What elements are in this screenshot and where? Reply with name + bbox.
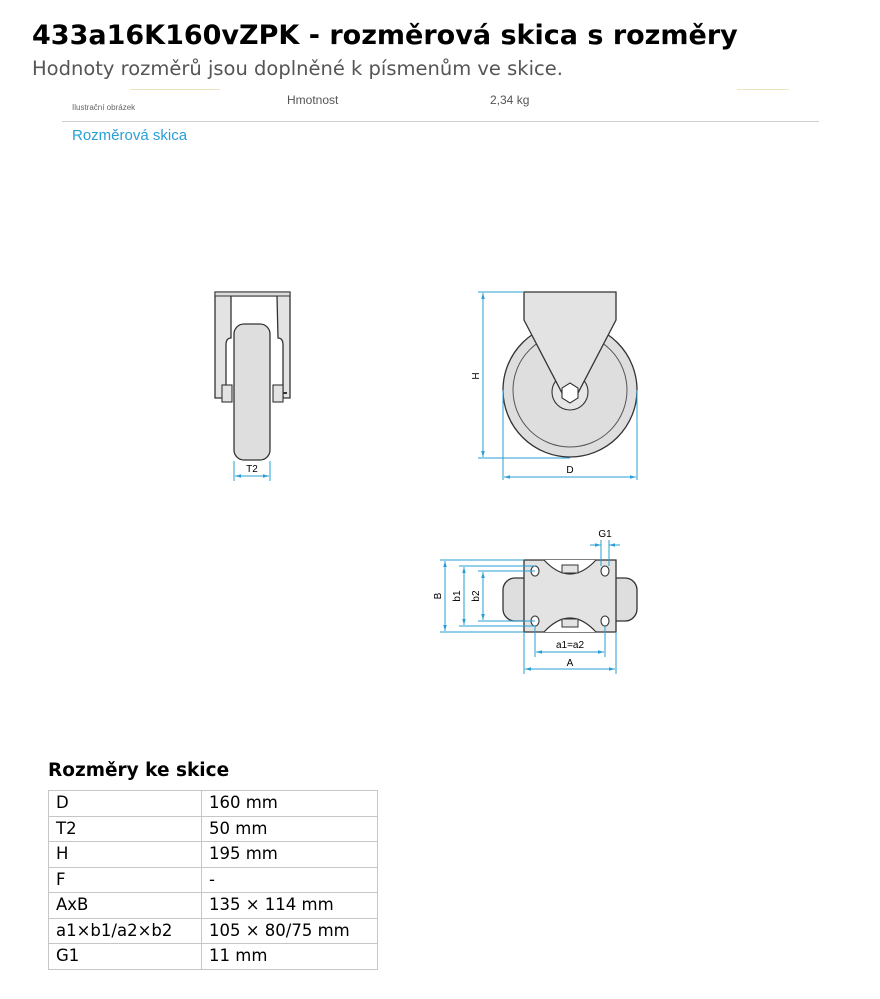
- dim-label-D: D: [566, 465, 574, 476]
- mass-value: 2,34 kg: [490, 93, 530, 107]
- dim-label-T2: T2: [246, 464, 258, 475]
- dimension-key: a1×b1/a2×b2: [49, 918, 202, 944]
- axle-nut-left: [222, 385, 232, 402]
- dimension-key: T2: [49, 816, 202, 842]
- wheel-front: [234, 324, 270, 460]
- dimension-key: H: [49, 842, 202, 868]
- table-row: [49, 791, 378, 817]
- dim-label-H: H: [471, 372, 482, 380]
- table-row: [49, 944, 378, 970]
- front-view: [215, 292, 290, 481]
- dimension-key: AxB: [49, 893, 202, 919]
- page-subtitle: Hodnoty rozměrů jsou doplněné k písmenům ve skice.: [32, 57, 563, 80]
- table-row: [49, 918, 378, 944]
- dimension-key: G1: [49, 944, 202, 970]
- axle-nut-right: [273, 385, 283, 402]
- dimension-value: 50 mm: [202, 816, 378, 842]
- bolt-hole: [601, 566, 609, 576]
- dim-label-a1a2: a1=a2: [555, 640, 585, 651]
- dim-label-b2: b2: [471, 590, 482, 602]
- dimension-key: F: [49, 867, 202, 893]
- dimension-value: 135 × 114 mm: [202, 893, 378, 919]
- mass-label: Hmotnost: [287, 93, 339, 107]
- page-title: 433a16K160vZPK - rozměrová skica s rozměry: [32, 20, 738, 51]
- dimension-value: 160 mm: [202, 791, 378, 817]
- dim-label-A: A: [566, 658, 574, 669]
- dimension-value: -: [202, 867, 378, 893]
- table-row: [49, 893, 378, 919]
- dimension-value: 11 mm: [202, 944, 378, 970]
- sketch-section-label: Rozměrová skica: [72, 127, 188, 144]
- bolt-hole: [601, 616, 609, 626]
- dimension-value: 195 mm: [202, 842, 378, 868]
- table-row: [49, 867, 378, 893]
- dim-label-b1: b1: [452, 590, 463, 602]
- dim-label-B: B: [433, 592, 444, 600]
- table-row: [49, 842, 378, 868]
- axle-hex-nut: [562, 383, 578, 403]
- illustration-label: Ilustrační obrázek: [72, 103, 136, 112]
- dimensions-table: [48, 790, 378, 970]
- dimension-value: 105 × 80/75 mm: [202, 918, 378, 944]
- table-row: [49, 816, 378, 842]
- plate-top-view: [433, 529, 637, 674]
- dimension-key: D: [49, 791, 202, 817]
- dimensions-table-title: Rozměry ke skice: [48, 760, 230, 781]
- dim-label-G1: G1: [598, 529, 612, 540]
- side-view: [471, 292, 637, 480]
